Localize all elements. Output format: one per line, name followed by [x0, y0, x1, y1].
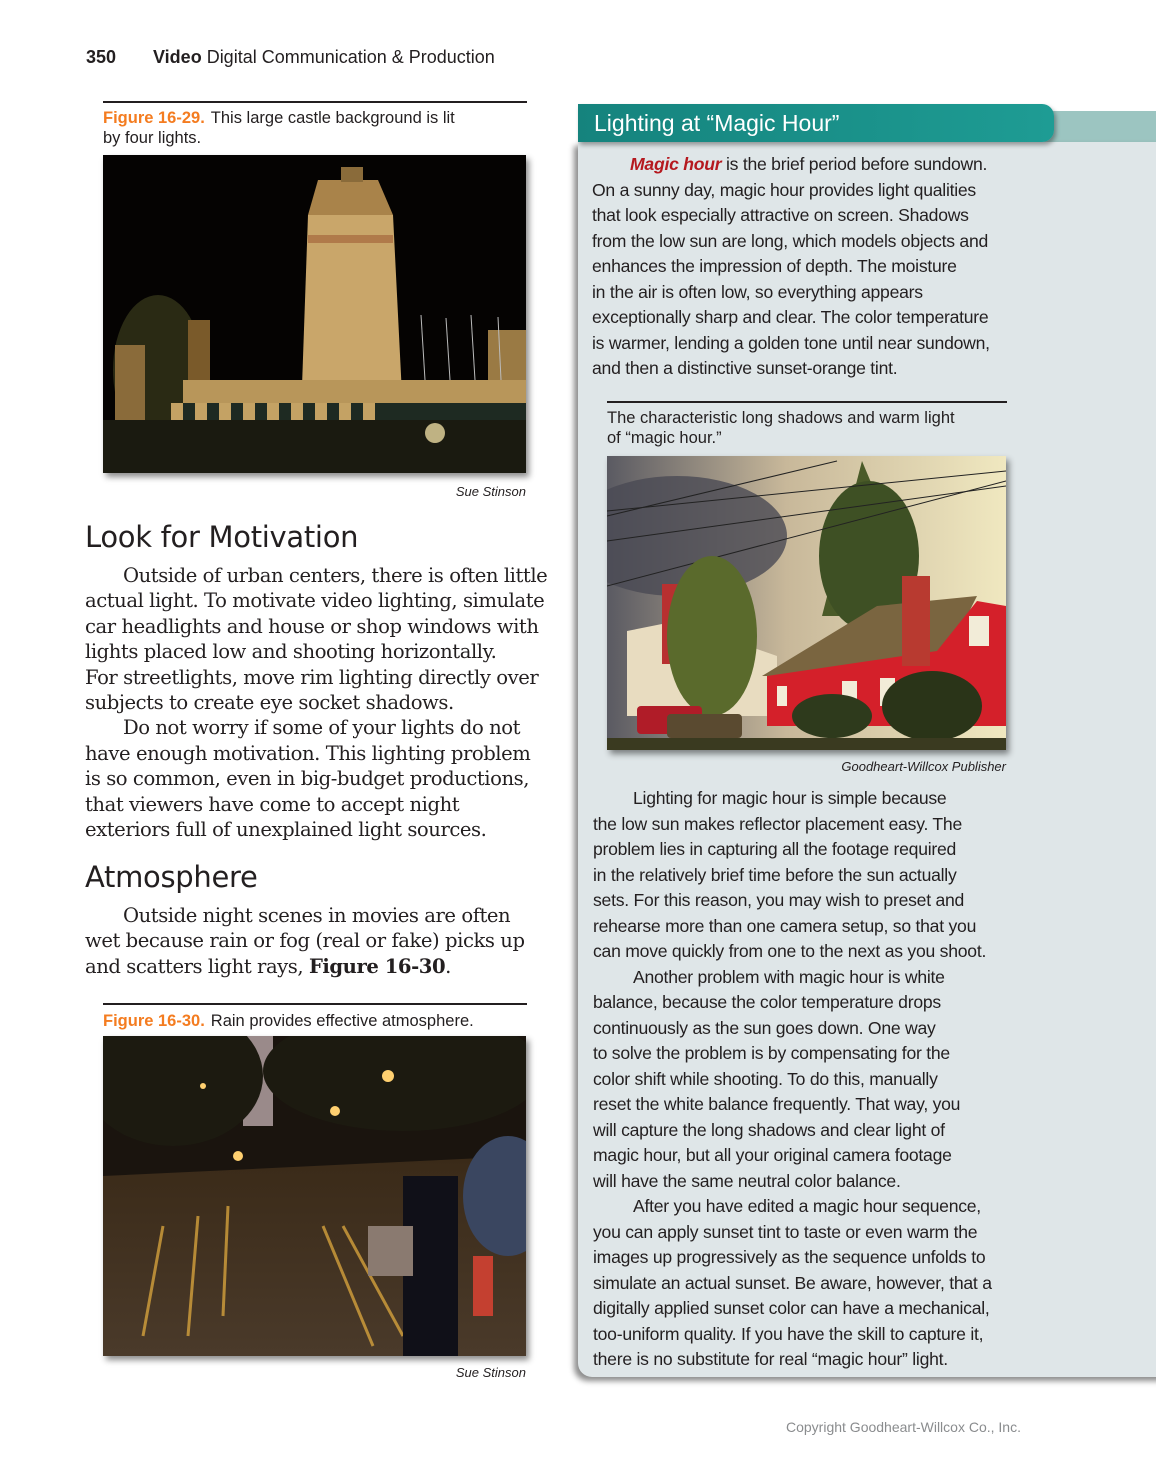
caption-line: by four lights.	[103, 129, 202, 147]
body-line: is so common, even in big-budget productions,	[85, 767, 530, 791]
body-line: and then a distinctive sunset-orange tint.	[592, 358, 898, 378]
body-line: wet because rain or fog (real or fake) picks up	[85, 929, 525, 953]
running-head	[86, 47, 495, 68]
atmosphere-body	[85, 903, 525, 979]
body-line: subjects to create eye socket shadows.	[85, 691, 454, 715]
body-line: After you have edited a magic hour sequence,	[633, 1196, 981, 1216]
sidebar-figure-credit: Goodheart-Willcox Publisher	[841, 759, 1006, 774]
body-line: that look especially attractive on screen. Shadows	[592, 205, 969, 225]
copyright-notice: Copyright Goodheart-Willcox Co., Inc.	[786, 1419, 1021, 1435]
figure-reference: Figure 16-30	[308, 954, 446, 978]
body-line: enhances the impression of depth. The moisture	[592, 256, 957, 276]
body-text: .	[445, 954, 451, 978]
body-line: simulate an actual sunset. Be aware, however, that a	[593, 1272, 992, 1293]
body-line: problem lies in capturing all the footage required	[593, 839, 957, 859]
book-title-bold: Video	[153, 47, 202, 67]
motivation-body	[85, 563, 547, 842]
figure-16-30-caption	[103, 1011, 474, 1031]
body-line: the low sun makes reflector placement easy. The	[593, 813, 962, 834]
body-line: rehearse more than one camera setup, so that you	[593, 915, 977, 936]
body-line: from the low sun are long, which models objects and	[592, 230, 989, 251]
body-line: is warmer, lending a golden tone until near sundown,	[592, 332, 990, 353]
castle-photo	[103, 155, 526, 473]
body-line: car headlights and house or shop windows with	[85, 614, 539, 638]
body-line: you can apply sunset tint to taste or even warm the	[593, 1221, 978, 1242]
body-text: is the brief period before sundown.	[721, 154, 988, 174]
body-line: have enough motivation. This lighting problem	[85, 741, 531, 765]
key-term-magic-hour: Magic hour	[630, 154, 722, 174]
body-line: will capture the long shadows and clear light of	[593, 1119, 945, 1140]
page-number: 350	[86, 47, 117, 67]
body-line: exteriors full of unexplained light sources.	[85, 818, 487, 842]
body-line	[85, 954, 525, 979]
body-line: On a sunny day, magic hour provides light qualities	[592, 179, 976, 200]
sidebar-title: Lighting at “Magic Hour”	[578, 104, 1054, 142]
body-text: and scatters light rays,	[85, 954, 309, 978]
body-line: in the relatively brief time before the sun actually	[593, 864, 957, 885]
body-line: continuously as the sun goes down. One way	[593, 1017, 936, 1038]
body-line: Outside of urban centers, there is often little	[123, 564, 548, 587]
body-line: that viewers have come to accept night	[85, 792, 460, 816]
body-line: to solve the problem is by compensating for the	[593, 1043, 950, 1063]
body-line: reset the white balance frequently. That way, you	[593, 1094, 961, 1114]
magic-hour-photo	[607, 456, 1006, 750]
body-line: images up progressively as the sequence unfolds to	[593, 1247, 986, 1267]
body-line: Lighting for magic hour is simple because	[633, 788, 947, 808]
body-line: can move quickly from one to the next as you shoot.	[593, 941, 987, 961]
caption-line: of “magic hour.”	[607, 429, 722, 447]
section-heading-atmosphere: Atmosphere	[85, 860, 258, 894]
body-line: For streetlights, move rim lighting directly over	[85, 665, 539, 689]
body-line: too-uniform quality. If you have the skill to capture it,	[593, 1323, 984, 1344]
body-line: in the air is often low, so everything appears	[592, 281, 923, 302]
body-line: digitally applied sunset color can have a mechanical,	[593, 1298, 990, 1318]
sidebar-header-strip	[1040, 111, 1156, 142]
figure-rule	[103, 101, 527, 103]
body-line: Do not worry if some of your lights do not	[123, 716, 521, 740]
figure-rule	[607, 401, 1007, 403]
rain-street-image	[103, 1036, 526, 1356]
figure-label: Figure 16-30.	[103, 1012, 205, 1030]
body-line: balance, because the color temperature drops	[593, 992, 941, 1012]
body-line: magic hour, but all your original camera footage	[593, 1145, 952, 1165]
figure-16-30-credit: Sue Stinson	[455, 1365, 526, 1380]
figure-16-29-credit: Sue Stinson	[455, 484, 526, 499]
figure-label: Figure 16-29.	[103, 109, 205, 127]
sidebar-figure-caption	[607, 408, 955, 448]
figure-rule	[103, 1003, 527, 1005]
caption-text: Rain provides effective atmosphere.	[210, 1012, 474, 1030]
magic-hour-image	[607, 456, 1006, 750]
sidebar-intro	[592, 152, 990, 382]
body-line: Outside night scenes in movies are often	[123, 904, 511, 927]
body-line: there is no substitute for real “magic hour” light.	[593, 1349, 948, 1369]
figure-16-29-caption	[103, 108, 533, 148]
body-line: actual light. To motivate video lighting, simulate	[85, 589, 545, 613]
body-line: sets. For this reason, you may wish to preset and	[593, 890, 965, 910]
body-line: exceptionally sharp and clear. The color temperature	[592, 307, 989, 327]
rain-street-photo	[103, 1036, 526, 1356]
sidebar-body	[593, 786, 992, 1373]
caption-line: The characteristic long shadows and warm light	[607, 409, 955, 427]
body-line	[592, 152, 990, 178]
body-line: color shift while shooting. To do this, manually	[593, 1068, 938, 1089]
body-line: lights placed low and shooting horizontally.	[85, 640, 497, 664]
caption-line: This large castle background is lit	[210, 109, 455, 127]
body-line: will have the same neutral color balance.	[593, 1170, 901, 1191]
body-line: Another problem with magic hour is white	[633, 966, 945, 987]
castle-image	[103, 155, 526, 473]
section-heading-motivation: Look for Motivation	[85, 520, 359, 554]
book-title: Digital Communication & Production	[201, 47, 495, 67]
